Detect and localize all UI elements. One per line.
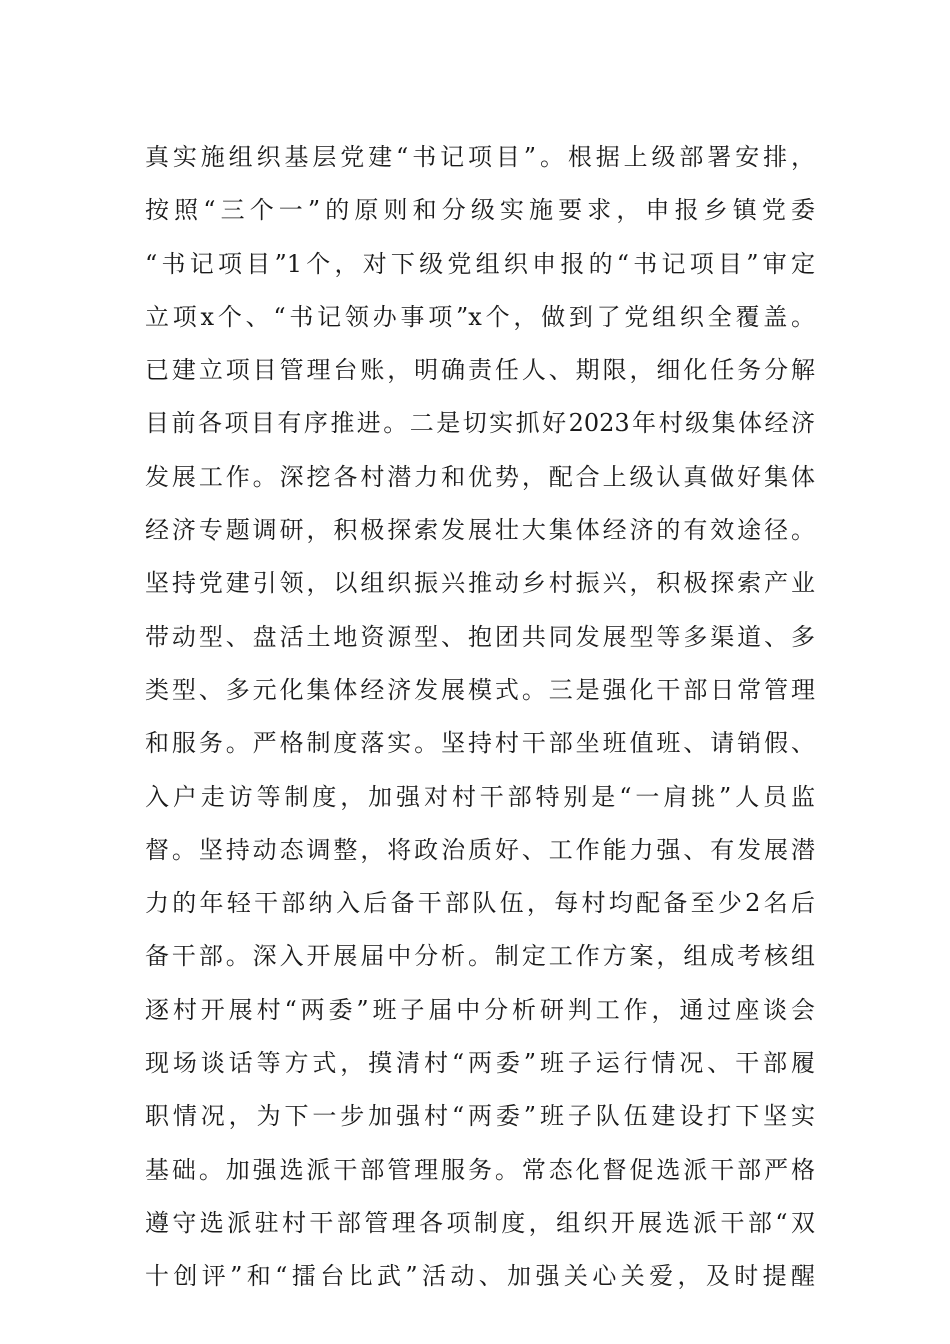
text-line: 督。坚持动态调整，将政治质好、工作能力强、有发展潜 (145, 835, 815, 864)
text-line: 立项x个、“书记领办事项”x个，做到了党组织全覆盖。 (145, 302, 815, 331)
text-line: 按照“三个一”的原则和分级实施要求，申报乡镇党委 (145, 196, 815, 225)
text-line: 经济专题调研，积极探索发展壮大集体经济的有效途径。 (145, 516, 815, 545)
text-line: 基础。加强选派干部管理服务。常态化督促选派干部严格 (145, 1155, 815, 1184)
text-line: 真实施组织基层党建“书记项目”。根据上级部署安排， (145, 143, 815, 171)
text-line: 入户走访等制度，加强对村干部特别是“一肩挑”人员监 (145, 782, 815, 811)
text-line: 逐村开展村“两委”班子届中分析研判工作，通过座谈会 (145, 995, 815, 1024)
text-line: 和服务。严格制度落实。坚持村干部坐班值班、请销假、 (145, 729, 815, 758)
text-line: 职情况，为下一步加强村“两委”班子队伍建设打下坚实 (145, 1102, 815, 1131)
body-text (145, 131, 815, 1304)
text-line: 坚持党建引领，以组织振兴推动乡村振兴，积极探索产业 (145, 569, 815, 598)
text-line: 现场谈话等方式，摸清村“两委”班子运行情况、干部履 (145, 1049, 815, 1078)
text-line: 遵守选派驻村干部管理各项制度，组织开展选派干部“双 (145, 1208, 815, 1237)
text-line: 带动型、盘活土地资源型、抱团共同发展型等多渠道、多 (145, 622, 815, 651)
text-line: “书记项目”1个，对下级党组织申报的“书记项目”审定 (145, 249, 815, 278)
text-line: 备干部。深入开展届中分析。制定工作方案，组成考核组 (145, 942, 815, 971)
text-line: 力的年轻干部纳入后备干部队伍，每村均配备至少2名后 (145, 889, 815, 918)
text-line: 发展工作。深挖各村潜力和优势，配合上级认真做好集体 (145, 462, 815, 491)
text-line: 已建立项目管理台账，明确责任人、期限，细化任务分解 (145, 356, 815, 385)
text-line: 目前各项目有序推进。二是切实抓好2023年村级集体经济 (145, 409, 815, 438)
text-line: 十创评”和“擂台比武”活动、加强关心关爱，及时提醒 (145, 1262, 815, 1291)
text-line: 类型、多元化集体经济发展模式。三是强化干部日常管理 (145, 675, 815, 704)
